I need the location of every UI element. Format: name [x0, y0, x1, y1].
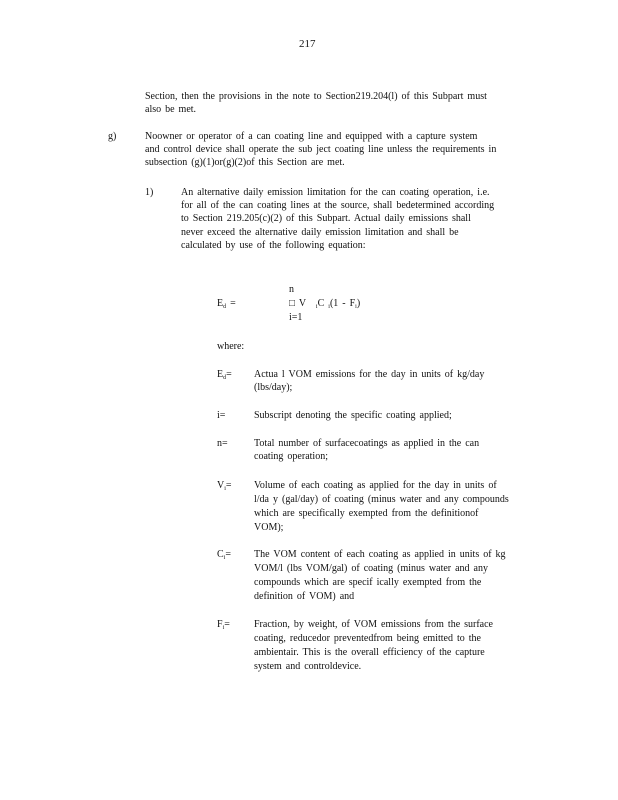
equation-lhs-symbol: E — [217, 298, 224, 309]
definition-text: Fraction, by weight, of VOM emissions from the surface — [254, 619, 493, 630]
definition-symbol: $E_d=$ — [217, 369, 232, 381]
item-1-line: for all of the can coating lines at the source, shall bedetermined according — [181, 200, 495, 211]
definition-text: ambientair. This is the overall efficiency of the capture — [254, 647, 485, 658]
definition-symbol: n= — [217, 438, 228, 449]
intro-line: Section, then the provisions in the note to Section219.204(l) of this Subpart must — [145, 91, 487, 102]
intro-line: also be met. — [145, 104, 197, 115]
equation-upper-limit: n — [289, 284, 294, 295]
definition-text: which are specifically exempted from the definitionof — [254, 508, 479, 519]
definition-text: The VOM content of each coating as applied in units of kg — [254, 549, 506, 560]
definition-text: VOM); — [254, 522, 284, 533]
definition-text: system and controldevice. — [254, 661, 362, 672]
equation-sub-i: i — [315, 304, 318, 310]
item-1-label: 1) — [145, 187, 154, 198]
equation-lhs — [217, 297, 236, 314]
equation-sub-i: i — [355, 304, 357, 310]
item-g-line: subsection (g)(1)or(g)(2)of this Section are met. — [145, 157, 345, 168]
definition-text: l/da y (gal/day) of coating (minus water and any compounds — [254, 494, 509, 505]
equation-sub-i: i — [328, 304, 330, 310]
definition-text: Total number of surfacecoatings as applied in the can — [254, 438, 480, 449]
definition-text: (lbs/day); — [254, 382, 293, 393]
equation-paren: (1 - F — [329, 298, 356, 309]
where-label: where: — [217, 341, 245, 352]
definition-text: Subscript denoting the specific coating applied; — [254, 410, 452, 421]
equation-lhs-equals: = — [226, 298, 236, 309]
equation-var-c: C — [317, 298, 325, 309]
definition-symbol: $C_i=$ — [217, 549, 231, 561]
page-number: 217 — [299, 38, 316, 50]
definition-text: coating, reducedor preventedfrom being emitted to the — [254, 633, 481, 644]
definition-text: VOM/l (lbs VOM/gal) of coating (minus water and any — [254, 563, 488, 574]
definition-text: Volume of each coating as applied for the day in units of — [254, 480, 497, 491]
item-g-label: g) — [108, 131, 117, 142]
item-g-line: Noowner or operator of a can coating line and equipped with a capture system — [145, 131, 478, 142]
item-1-line: never exceed the alternative daily emission limitation and shall be — [181, 227, 459, 238]
equation-close: ) — [356, 298, 361, 309]
definition-symbol: i= — [217, 410, 226, 421]
equation-var-v: V — [298, 298, 306, 309]
definition-text: Actua l VOM emissions for the day in units of kg/day — [254, 369, 485, 380]
equation-lhs-subscript: d — [223, 304, 227, 310]
sum-symbol-glyph: □ — [289, 298, 296, 309]
item-1-line: to Section 219.205(c)(2) of this Subpart. Actual daily emissions shall — [181, 213, 471, 224]
definition-text: compounds which are specif ically exempted from the — [254, 577, 482, 588]
item-g-line: and control device shall operate the sub ject coating line unless the requirements in — [145, 144, 497, 155]
definition-symbol: $V_i=$ — [217, 480, 232, 492]
item-1-line: calculated by use of the following equation: — [181, 240, 366, 251]
definition-text: definition of VOM) and — [254, 591, 355, 602]
item-1-line: An alternative daily emission limitation for the can coating operation, i.e. — [181, 187, 490, 198]
definition-text: coating operation; — [254, 451, 328, 462]
equation-lower-limit: i=1 — [289, 312, 303, 323]
definition-symbol: $F_i=$ — [217, 619, 230, 631]
